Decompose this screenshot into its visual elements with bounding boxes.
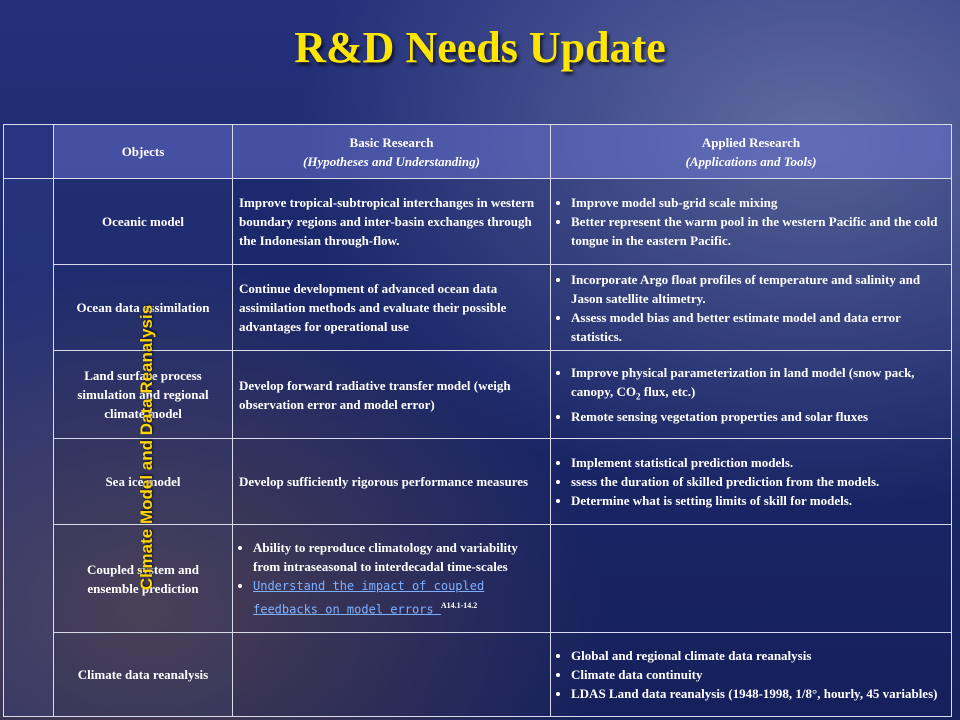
applied-list [557, 646, 945, 703]
applied-research-cell [551, 633, 952, 717]
list-item: • Global and regional climate data reanalysis [571, 646, 945, 665]
table-row [4, 633, 952, 717]
applied-research-cell [551, 525, 952, 633]
header-objects: Objects [54, 125, 233, 179]
applied-text: flux, etc.) [640, 384, 696, 400]
header-basic-research [233, 125, 551, 179]
list-item: • Ability to reproduce climatology and variability from intraseasonal to interdecadal time-scales [253, 538, 544, 576]
header-applied-title: Applied Research [701, 134, 801, 150]
list-item: • Improve model sub-grid scale mixing [571, 193, 945, 212]
applied-list [557, 453, 945, 510]
header-applied-research [551, 125, 952, 179]
table-row [4, 179, 952, 265]
object-cell: Sea ice model [54, 439, 233, 525]
applied-research-cell [551, 439, 952, 525]
list-item: • ssess the duration of skilled prediction from the models. [571, 472, 945, 491]
list-item: • Remote sensing vegetation properties and solar fluxes [571, 407, 945, 426]
basic-research-cell: Improve tropical-subtropical interchanges in western boundary regions and inter-basin exchanges through the Indonesian through-flow. [233, 179, 551, 265]
basic-research-cell: Continue development of advanced ocean data assimilation methods and evaluate their possible advantages for operational use [233, 265, 551, 351]
header-basic-subtitle: (Hypotheses and Understanding) [303, 153, 480, 169]
side-label: Climate Model and Data Reanalysis [137, 304, 157, 590]
header-row [4, 125, 952, 179]
list-item: • Incorporate Argo float profiles of temperature and salinity and Jason satellite altimetry. [571, 270, 945, 308]
object-cell: Coupled system and ensemble prediction [54, 525, 233, 633]
basic-list [239, 538, 544, 619]
header-basic-title: Basic Research [349, 134, 434, 150]
applied-list [557, 363, 945, 426]
list-item: • Climate data continuity [571, 665, 945, 684]
coupled-feedbacks-link[interactable]: Understand the impact of coupled feedbacks on model errors [253, 578, 485, 617]
list-item [253, 576, 544, 619]
applied-text: Improve physical parameterization in land model (snow pack, canopy, CO [571, 365, 915, 400]
applied-list [557, 270, 945, 346]
rd-needs-table [3, 124, 952, 717]
corner-cell [4, 125, 54, 179]
list-item [571, 363, 945, 407]
subscript: 2 [636, 391, 641, 402]
header-applied-subtitle: (Applications and Tools) [685, 153, 817, 169]
basic-research-cell: Develop sufficiently rigorous performance measures [233, 439, 551, 525]
list-item: • Better represent the warm pool in the western Pacific and the cold tongue in the eastern Pacific. [571, 212, 945, 250]
applied-list [557, 193, 945, 250]
basic-research-cell [233, 525, 551, 633]
object-cell: Ocean data assimilation [54, 265, 233, 351]
list-item: • Determine what is setting limits of skill for models. [571, 491, 945, 510]
object-cell: Land surface process simulation and regional climate model [54, 351, 233, 439]
applied-research-cell [551, 351, 952, 439]
reference-marker: A14.1-14.2 [440, 600, 478, 610]
basic-research-cell [233, 633, 551, 717]
list-item: • LDAS Land data reanalysis (1948-1998, 1/8°, hourly, 45 variables) [571, 684, 945, 703]
basic-research-cell: Develop forward radiative transfer model (weigh observation error and model error) [233, 351, 551, 439]
list-item: • Assess model bias and better estimate model and data error statistics. [571, 308, 945, 346]
page-title: R&D Needs Update [294, 23, 666, 72]
applied-research-cell [551, 179, 952, 265]
object-cell: Oceanic model [54, 179, 233, 265]
object-cell: Climate data reanalysis [54, 633, 233, 717]
applied-research-cell [551, 265, 952, 351]
list-item: • Implement statistical prediction models. [571, 453, 945, 472]
